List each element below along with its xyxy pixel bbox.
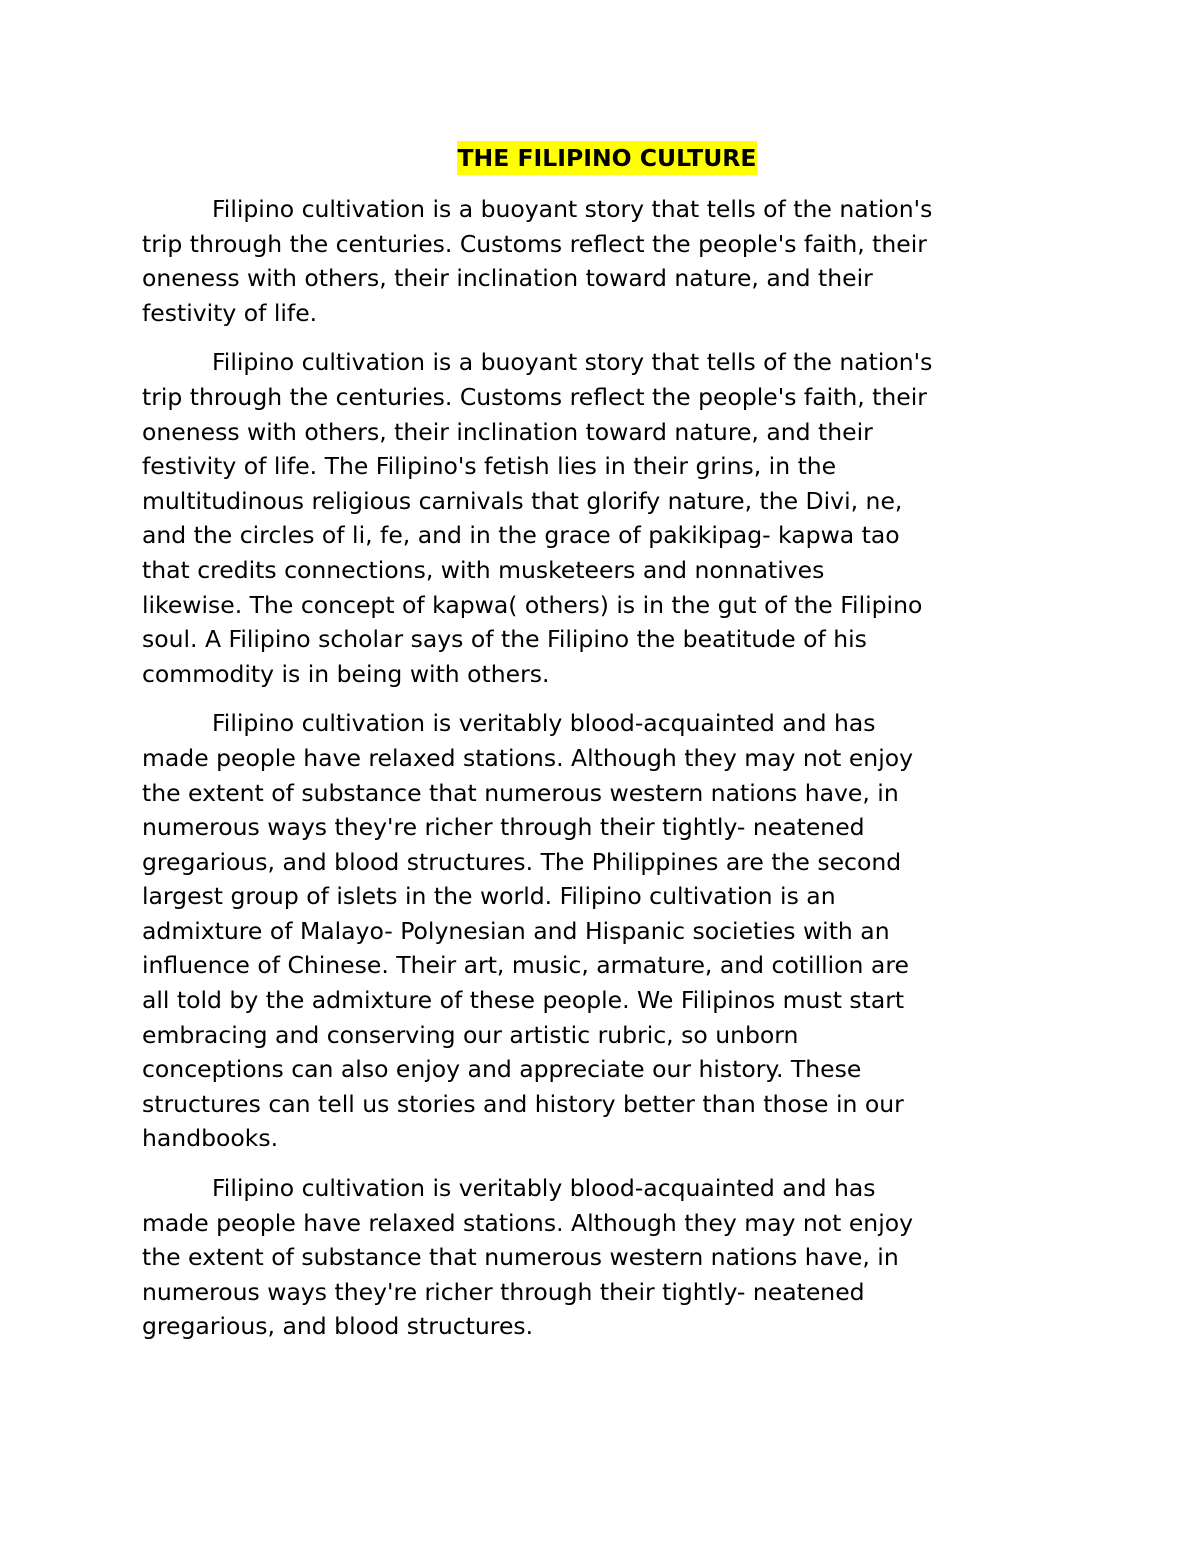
paragraph-2: Filipino cultivation is a buoyant story that tells of the nation's trip through the centuries. Customs reflect the people's faith, their oneness with others, their inclination toward nature, and their festivity of life. The Filipino's fetish lies in their grins, in the multitudinous religious carnivals that glorify nature, the Divi, ne, and the circles of li, fe, and in the grace of pakikipag- kapwa tao that credits connections, with musketeers and nonnatives likewise. The concept of kapwa( others) is in the gut of the Filipino soul. A Filipino scholar says of the Filipino the beatitude of his commodity is in being with others. [142, 348, 933, 688]
document-title: THE FILIPINO CULTURE [457, 141, 758, 175]
document-body [142, 141, 1072, 1359]
paragraph-1: Filipino cultivation is a buoyant story that tells of the nation's trip through the centuries. Customs reflect the people's faith, their oneness with others, their inclination toward nature, and their festivity of life. [142, 195, 933, 327]
paragraph-4: Filipino cultivation is veritably blood-acquainted and has made people have relaxed stations. Although they may not enjoy the extent of substance that numerous western nations have, in numerous ways they're richer through their tightly- neatened gregarious, and blood structures. [142, 1174, 914, 1341]
title-container [142, 141, 1072, 175]
paragraph-3: Filipino cultivation is veritably blood-acquainted and has made people have relaxed stations. Although they may not enjoy the extent of substance that numerous western nations have, in numerous ways they're richer through their tightly- neatened gregarious, and blood structures. The Philippines are the second largest group of islets in the world. Filipino cultivation is an admixture of Malayo- Polynesian and Hispanic societies with an influence of Chinese. Their art, music, armature, and cotillion are all told by the admixture of these people. We Filipinos must start embracing and conserving our artistic rubric, so unborn conceptions can also enjoy and appreciate our history. These structures can tell us stories and history better than those in our handbooks. [142, 709, 914, 1153]
